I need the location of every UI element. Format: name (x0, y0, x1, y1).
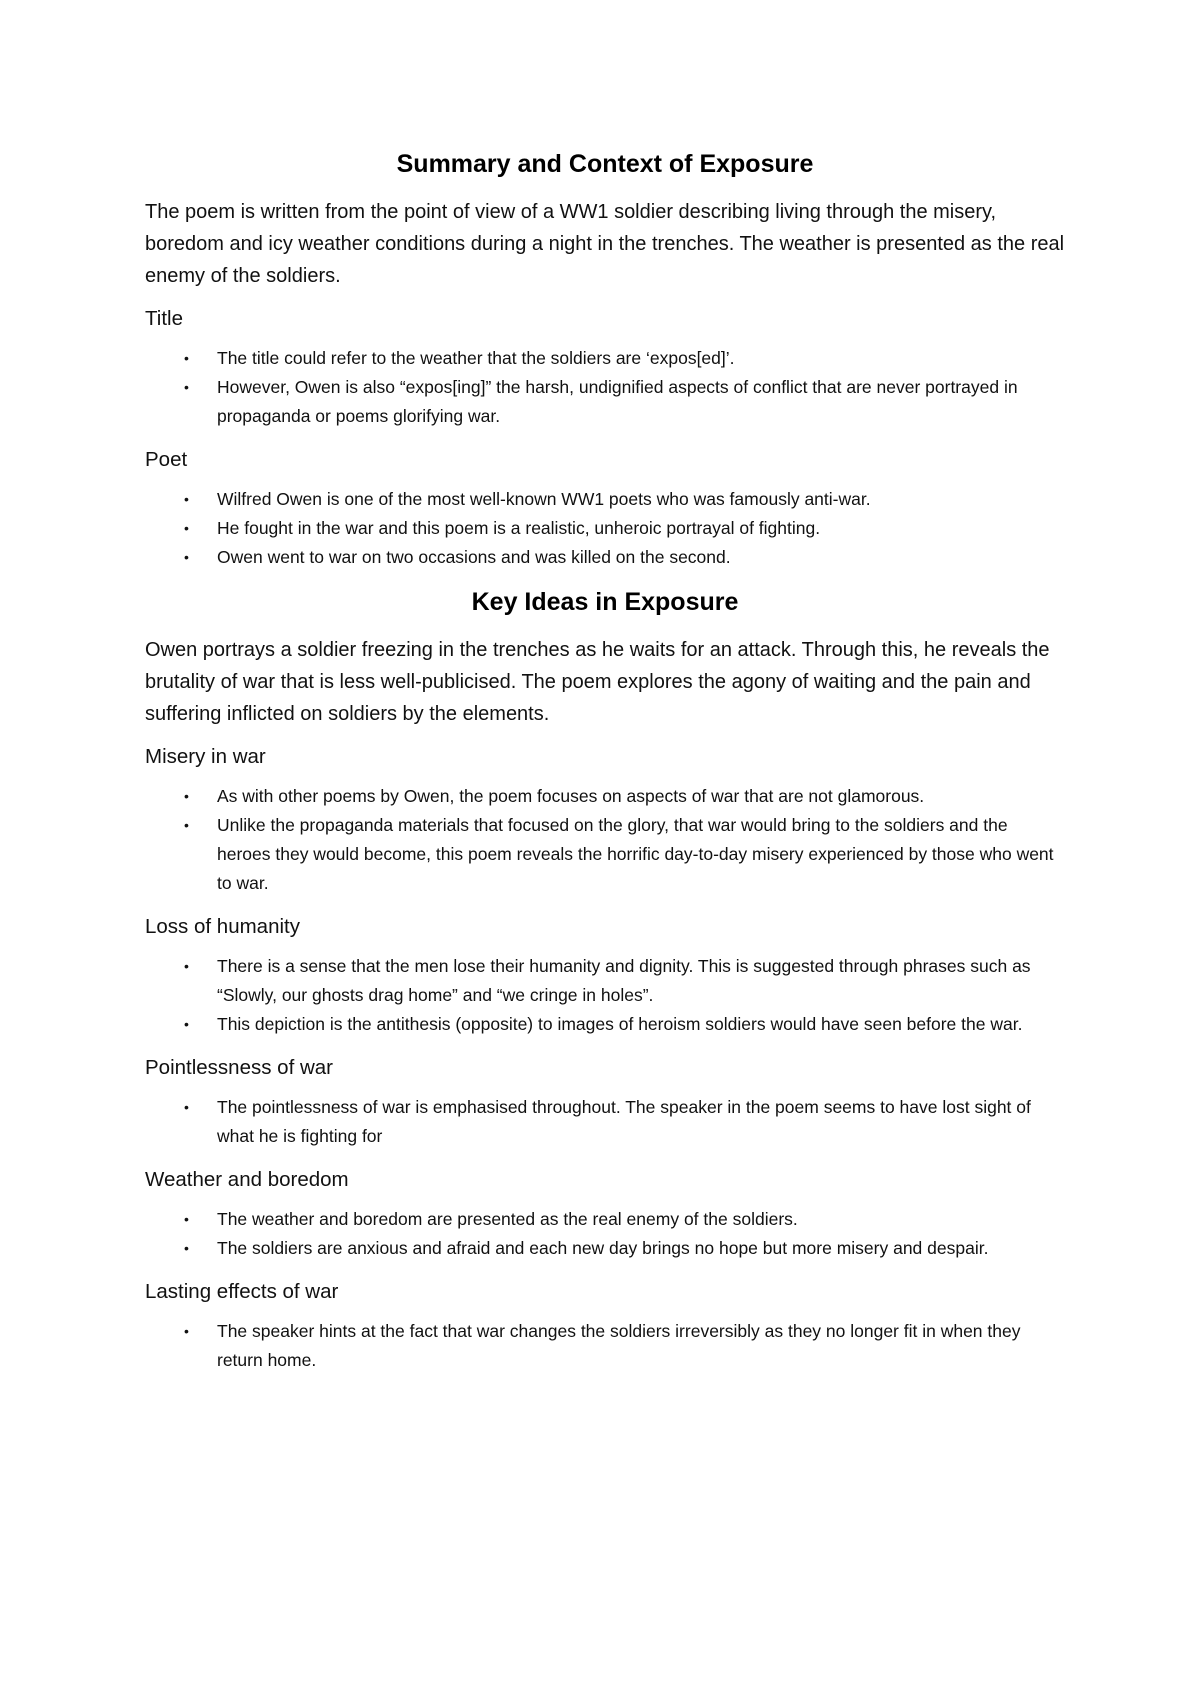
bullet-icon: • (184, 1239, 189, 1256)
bullet-icon: • (184, 378, 189, 395)
list-item: • He fought in the war and this poem is a realistic, unheroic portrayal of fighting. (217, 514, 1065, 543)
list-item: • The weather and boredom are presented as the real enemy of the soldiers. (217, 1205, 1065, 1234)
bullet-icon: • (184, 816, 189, 833)
subheading-title: Title (145, 306, 183, 330)
bullet-list-title (145, 344, 1065, 431)
key-ideas-paragraph: Owen portrays a soldier freezing in the trenches as he waits for an attack. Through this, he reveals the brutality of war that is less well-publicised. The poem explores the agony of waiting and the pain and suffering inflicted on soldiers by the elements. (145, 638, 1050, 725)
bullet-list-lasting-effects (145, 1317, 1065, 1375)
bullet-icon: • (184, 1322, 189, 1339)
list-item: • As with other poems by Owen, the poem focuses on aspects of war that are not glamorous. (217, 782, 1065, 811)
bullet-icon: • (184, 1015, 189, 1032)
list-item: • The pointlessness of war is emphasised throughout. The speaker in the poem seems to have lost sight of what he is fighting for (217, 1093, 1065, 1151)
list-item: • However, Owen is also “expos[ing]” the harsh, undignified aspects of conflict that are never portrayed in propaganda or poems glorifying war. (217, 373, 1065, 431)
list-item: • Wilfred Owen is one of the most well-known WW1 poets who was famously anti-war. (217, 485, 1065, 514)
bullet-list-humanity (145, 952, 1065, 1039)
bullet-icon: • (184, 957, 189, 974)
list-item: • Unlike the propaganda materials that focused on the glory, that war would bring to the soldiers and the heroes they would become, this poem reveals the horrific day-to-day misery experienced by those who went to war. (217, 811, 1065, 898)
bullet-list-pointlessness (145, 1093, 1065, 1151)
list-item: • The speaker hints at the fact that war changes the soldiers irreversibly as they no longer fit in when they return home. (217, 1317, 1065, 1375)
list-item: • There is a sense that the men lose their humanity and dignity. This is suggested through phrases such as “Slowly, our ghosts drag home” and “we cringe in holes”. (217, 952, 1065, 1010)
bullet-list-poet (145, 485, 1065, 572)
bullet-list-weather (145, 1205, 1065, 1263)
bullet-icon: • (184, 787, 189, 804)
bullet-icon: • (184, 490, 189, 507)
subheading-misery-in-war: Misery in war (145, 744, 266, 768)
bullet-icon: • (184, 349, 189, 366)
summary-paragraph: The poem is written from the point of view of a WW1 soldier describing living through the misery, boredom and icy weather conditions during a night in the trenches. The weather is presented as the real enemy of the soldiers. (145, 200, 1065, 287)
subheading-weather-and-boredom: Weather and boredom (145, 1167, 349, 1191)
list-item: • This depiction is the antithesis (opposite) to images of heroism soldiers would have seen before the war. (217, 1010, 1065, 1039)
subheading-loss-of-humanity: Loss of humanity (145, 914, 300, 938)
section-title-summary: Summary and Context of Exposure (396, 150, 814, 178)
list-item: • The soldiers are anxious and afraid and each new day brings no hope but more misery and despair. (217, 1234, 1065, 1263)
bullet-icon: • (184, 1098, 189, 1115)
list-item: • The title could refer to the weather that the soldiers are ‘expos[ed]’. (217, 344, 1065, 373)
bullet-icon: • (184, 1210, 189, 1227)
bullet-icon: • (184, 548, 189, 565)
list-item: • Owen went to war on two occasions and was killed on the second. (217, 543, 1065, 572)
subheading-lasting-effects-of-war: Lasting effects of war (145, 1279, 339, 1303)
subheading-pointlessness-of-war: Pointlessness of war (145, 1055, 334, 1079)
section-title-key-ideas: Key Ideas in Exposure (471, 587, 739, 616)
bullet-list-misery (145, 782, 1065, 898)
bullet-icon: • (184, 519, 189, 536)
subheading-poet: Poet (145, 447, 188, 471)
document-content (145, 148, 1065, 1389)
